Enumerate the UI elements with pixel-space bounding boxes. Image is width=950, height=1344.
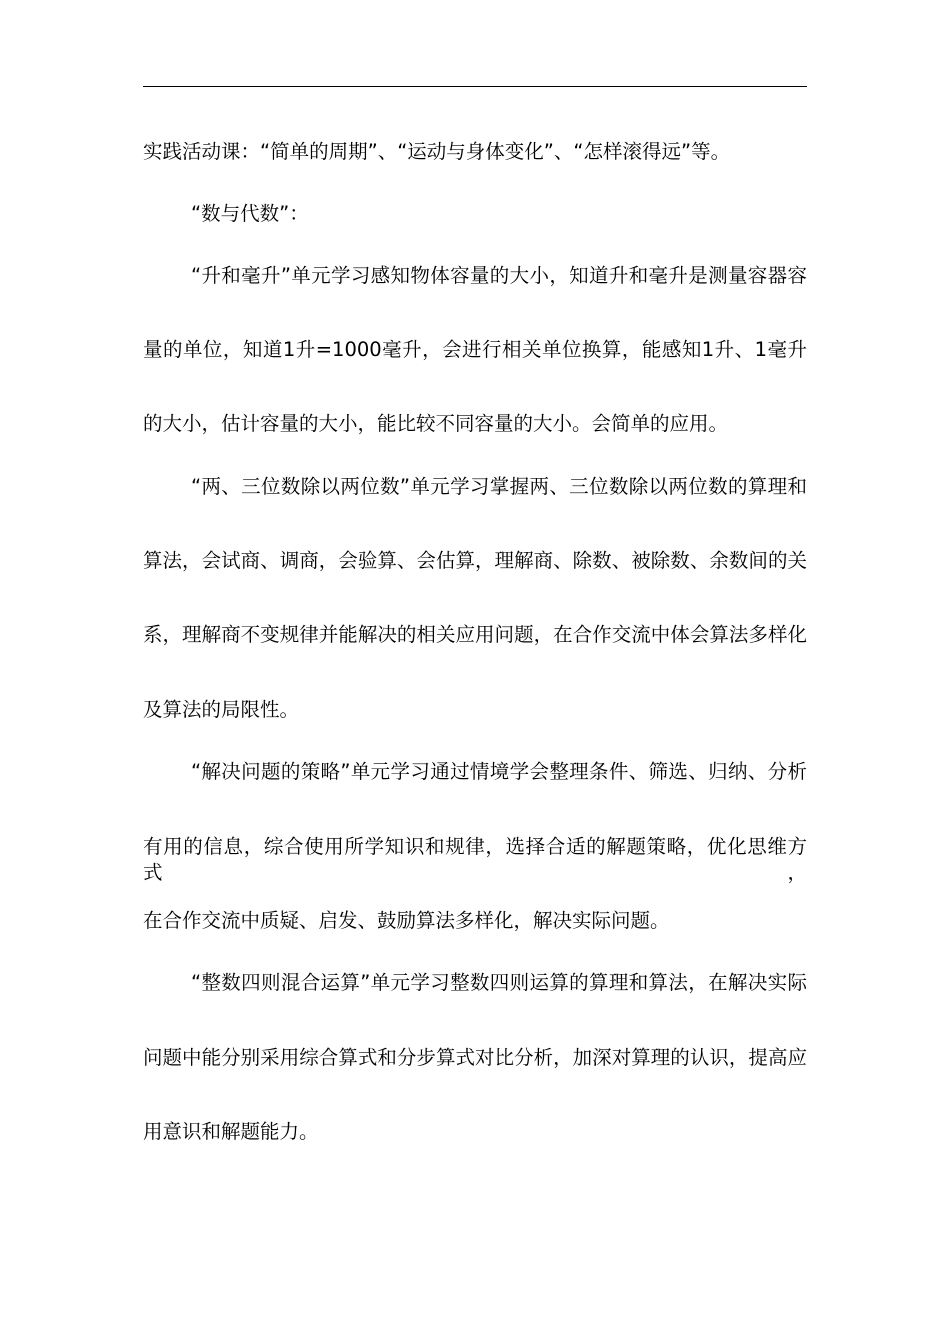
section-heading: “数与代数”： bbox=[191, 202, 309, 225]
text-line: 量的单位，知道1升=1000毫升，会进行相关单位换算，能感知1升、1毫升 bbox=[143, 338, 807, 361]
text-line: 及算法的局限性。 bbox=[143, 698, 300, 721]
text-line: 有用的信息，综合使用所学知识和规律，选择合适的解题策略，优化思维方式， bbox=[143, 835, 807, 884]
text-line: “整数四则混合运算”单元学习整数四则运算的算理和算法，在解决实际 bbox=[191, 971, 807, 994]
text-line: 在合作交流中质疑、启发、鼓励算法多样化，解决实际问题。 bbox=[143, 909, 670, 932]
text-line: “两、三位数除以两位数”单元学习掌握两、三位数除以两位数的算理和 bbox=[191, 475, 807, 498]
text-line: “解决问题的策略”单元学习通过情境学会整理条件、筛选、归纳、分析 bbox=[191, 760, 807, 783]
text-line: “升和毫升”单元学习感知物体容量的大小，知道升和毫升是测量容器容 bbox=[191, 264, 807, 287]
text-line: 实践活动课：“简单的周期”、“运动与身体变化”、“怎样滚得远”等。 bbox=[143, 140, 731, 163]
text-line: 系，理解商不变规律并能解决的相关应用问题，在合作交流中体会算法多样化 bbox=[143, 623, 807, 646]
text-line: 问题中能分别采用综合算式和分步算式对比分析，加深对算理的认识，提高应 bbox=[143, 1046, 807, 1069]
text-line: 用意识和解题能力。 bbox=[143, 1120, 319, 1143]
header-rule bbox=[143, 86, 807, 87]
text-line: 算法，会试商、调商，会验算、会估算，理解商、除数、被除数、余数间的关 bbox=[143, 549, 807, 572]
text-line: 的大小，估计容量的大小，能比较不同容量的大小。会简单的应用。 bbox=[143, 412, 729, 435]
